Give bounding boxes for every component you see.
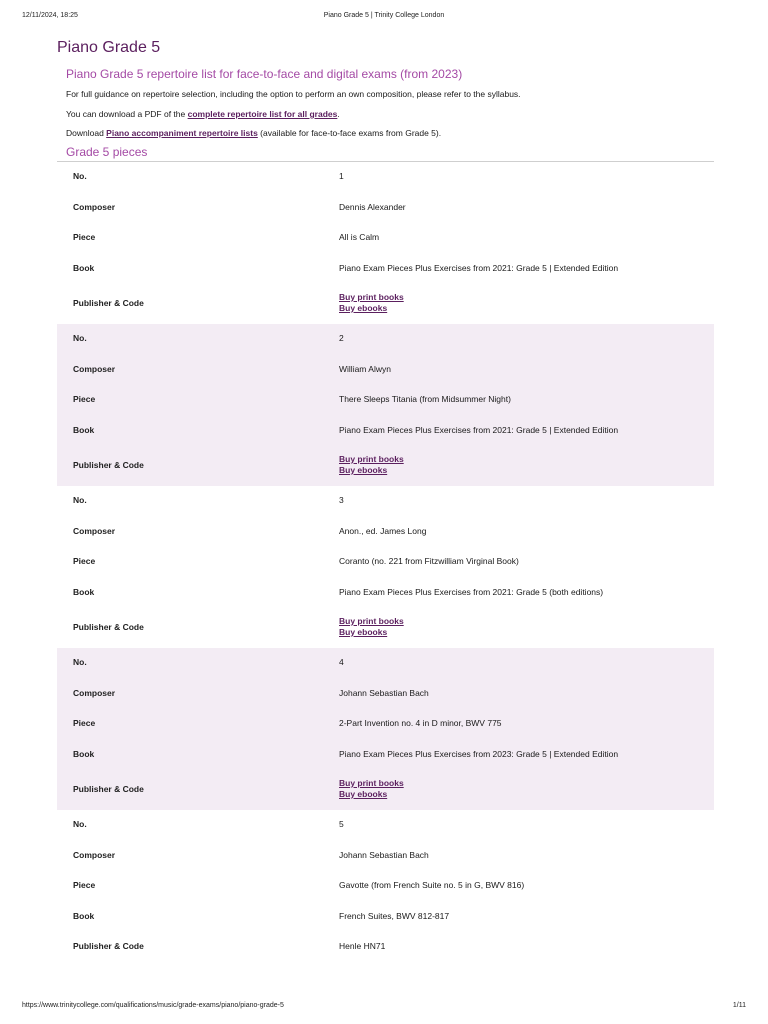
- row-composer: [57, 841, 714, 872]
- guidance-text: For full guidance on repertoire selection, including the option to perform an own composition, please refer to the syllabus.: [66, 89, 521, 99]
- row-publisher: [57, 446, 714, 486]
- row-composer: [57, 679, 714, 710]
- complete-repertoire-link[interactable]: complete repertoire list for all grades: [187, 109, 338, 119]
- intro-section: [66, 67, 714, 139]
- piece-label: Piece: [73, 232, 96, 242]
- row-no: [57, 648, 714, 679]
- row-book: [57, 578, 714, 609]
- piece-value: Gavotte (from French Suite no. 5 in G, BWV 816): [339, 880, 525, 890]
- no-label: No.: [73, 171, 87, 181]
- row-piece: [57, 709, 714, 740]
- buy-print-books-link[interactable]: Buy print books: [339, 616, 404, 626]
- piece-label: Piece: [73, 556, 96, 566]
- piece-value: 2-Part Invention no. 4 in D minor, BWV 775: [339, 718, 502, 728]
- composer-label: Composer: [73, 849, 116, 860]
- publisher-label: Publisher & Code: [73, 941, 144, 951]
- accomp-line-prefix: Download: [66, 128, 107, 138]
- publisher-label: Publisher & Code: [73, 622, 144, 632]
- publisher-value: Henle HN71: [339, 941, 386, 951]
- book-value: French Suites, BWV 812-817: [339, 910, 450, 921]
- no-label: No.: [73, 333, 87, 343]
- piece-label: Piece: [73, 394, 96, 404]
- row-piece: [57, 223, 714, 254]
- piece-value: All is Calm: [339, 232, 380, 242]
- row-no: [57, 810, 714, 841]
- no-value: 1: [339, 171, 344, 181]
- repertoire-subtitle: Piano Grade 5 repertoire list for face-to-face and digital exams (from 2023): [66, 67, 463, 81]
- book-value: Piano Exam Pieces Plus Exercises from 2023: Grade 5 | Extended Edition: [339, 748, 619, 759]
- composer-value: Dennis Alexander: [339, 201, 406, 212]
- page-title: Piano Grade 5: [57, 39, 161, 56]
- buy-print-books-link[interactable]: Buy print books: [339, 454, 404, 464]
- piece-entry: [57, 810, 714, 963]
- piece-value: There Sleeps Titania (from Midsummer Night): [339, 394, 511, 404]
- book-label: Book: [73, 262, 95, 273]
- book-label: Book: [73, 748, 95, 759]
- pieces-table: [57, 162, 714, 963]
- section-title: Grade 5 pieces: [66, 145, 148, 159]
- no-value: 5: [339, 819, 344, 829]
- print-page-title: Piano Grade 5 | Trinity College London: [323, 12, 445, 19]
- print-datetime: 12/11/2024, 18:25: [22, 12, 78, 19]
- row-book: [57, 740, 714, 771]
- publisher-links: [339, 292, 404, 314]
- book-value: Piano Exam Pieces Plus Exercises from 2021: Grade 5 (both editions): [339, 586, 604, 597]
- piece-entry: [57, 648, 714, 810]
- buy-print-books-link[interactable]: Buy print books: [339, 778, 404, 788]
- print-page-number: 1/11: [732, 1002, 746, 1009]
- piece-label: Piece: [73, 718, 96, 728]
- composer-label: Composer: [73, 201, 116, 212]
- publisher-links: [339, 778, 404, 800]
- accompaniment-lists-link[interactable]: Piano accompaniment repertoire lists: [106, 128, 258, 138]
- book-label: Book: [73, 424, 95, 435]
- accomp-line-suffix: (available for face-to-face exams from Grade 5).: [257, 128, 442, 138]
- composer-label: Composer: [73, 363, 116, 374]
- row-piece: [57, 547, 714, 578]
- book-label: Book: [73, 910, 95, 921]
- row-composer: [57, 517, 714, 548]
- accompaniment-download-line: [66, 127, 714, 139]
- book-label: Book: [73, 586, 95, 597]
- buy-ebooks-link[interactable]: Buy ebooks: [339, 303, 388, 313]
- row-no: [57, 486, 714, 517]
- buy-ebooks-link[interactable]: Buy ebooks: [339, 627, 388, 637]
- piece-label: Piece: [73, 880, 96, 890]
- book-value: Piano Exam Pieces Plus Exercises from 2021: Grade 5 | Extended Edition: [339, 262, 619, 273]
- composer-value: Anon., ed. James Long: [339, 525, 427, 536]
- composer-value: Johann Sebastian Bach: [339, 687, 429, 698]
- composer-value: William Alwyn: [339, 363, 391, 374]
- composer-label: Composer: [73, 687, 116, 698]
- row-no: [57, 324, 714, 355]
- pdf-download-line: [66, 108, 714, 120]
- piece-entry: [57, 324, 714, 486]
- piece-value: Coranto (no. 221 from Fitzwilliam Virginal Book): [339, 556, 519, 566]
- row-publisher: [57, 608, 714, 648]
- publisher-label: Publisher & Code: [73, 460, 144, 470]
- print-header: [22, 12, 746, 24]
- publisher-links: [339, 454, 404, 476]
- buy-print-books-link[interactable]: Buy print books: [339, 292, 404, 302]
- row-book: [57, 254, 714, 285]
- no-label: No.: [73, 819, 87, 829]
- no-label: No.: [73, 495, 87, 505]
- composer-value: Johann Sebastian Bach: [339, 849, 429, 860]
- no-label: No.: [73, 657, 87, 667]
- piece-entry: [57, 486, 714, 648]
- row-composer: [57, 355, 714, 386]
- publisher-label: Publisher & Code: [73, 784, 144, 794]
- print-footer: [22, 1002, 746, 1014]
- publisher-label: Publisher & Code: [73, 298, 144, 308]
- publisher-links: [339, 616, 404, 638]
- piece-entry: [57, 162, 714, 324]
- no-value: 4: [339, 657, 344, 667]
- pdf-line-suffix: .: [337, 109, 340, 119]
- row-publisher: [57, 284, 714, 324]
- pdf-line-prefix: You can download a PDF of the: [66, 109, 188, 119]
- no-value: 2: [339, 333, 344, 343]
- row-publisher: [57, 770, 714, 810]
- row-book: [57, 416, 714, 447]
- row-publisher: [57, 932, 714, 963]
- main-content: [57, 38, 714, 963]
- no-value: 3: [339, 495, 344, 505]
- row-book: [57, 902, 714, 933]
- row-piece: [57, 871, 714, 902]
- book-value: Piano Exam Pieces Plus Exercises from 2021: Grade 5 | Extended Edition: [339, 424, 619, 435]
- composer-label: Composer: [73, 525, 116, 536]
- row-piece: [57, 385, 714, 416]
- row-composer: [57, 193, 714, 224]
- buy-ebooks-link[interactable]: Buy ebooks: [339, 465, 388, 475]
- buy-ebooks-link[interactable]: Buy ebooks: [339, 789, 388, 799]
- row-no: [57, 162, 714, 193]
- print-url: https://www.trinitycollege.com/qualifications/music/grade-exams/piano/piano-grade-5: [22, 1002, 284, 1009]
